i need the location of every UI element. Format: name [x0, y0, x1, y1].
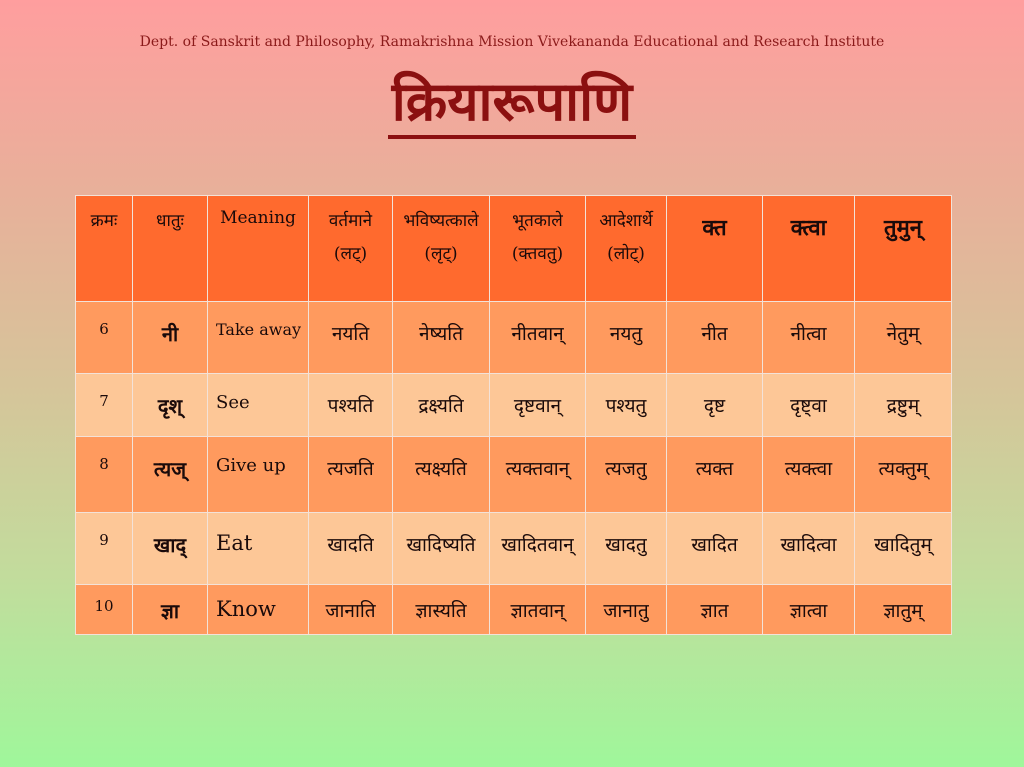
page-title	[0, 62, 1024, 136]
row-kta-form: त्यक्त	[667, 437, 763, 513]
row-past-form: दृष्टवान्	[490, 374, 586, 437]
header-meaning: Meaning	[208, 196, 309, 302]
row-present-form: नयति	[309, 302, 393, 374]
table-row	[76, 513, 952, 585]
row-future-form: नेष्यति	[393, 302, 490, 374]
header-ktva: क्त्वा	[763, 196, 855, 302]
row-imperative-form: जानातु	[586, 585, 667, 635]
row-imperative-form: नयतु	[586, 302, 667, 374]
institution-subtitle: Dept. of Sanskrit and Philosophy, Ramakrishna Mission Vivekananda Educational and Research Institute	[139, 34, 885, 50]
row-future-form: त्यक्ष्यति	[393, 437, 490, 513]
header-root: धातुः	[133, 196, 208, 302]
page-title-text: क्रियारूपाणि	[388, 69, 636, 139]
row-root: दृश्	[133, 374, 208, 437]
header-imperative-name: आदेशार्थे	[599, 211, 653, 231]
row-ktva-form: खादित्वा	[763, 513, 855, 585]
row-kta-form: नीत	[667, 302, 763, 374]
row-number: 6	[76, 302, 133, 374]
row-present-form: जानाति	[309, 585, 393, 635]
row-kta-form: दृष्ट	[667, 374, 763, 437]
header-tumun: तुमुन्	[855, 196, 952, 302]
row-imperative-form: पश्यतु	[586, 374, 667, 437]
header-future-tense	[393, 196, 490, 302]
header-future-tense-lakara: (लृट्)	[424, 244, 458, 264]
row-number: 7	[76, 374, 133, 437]
row-number: 9	[76, 513, 133, 585]
row-root: ज्ञा	[133, 585, 208, 635]
row-meaning: Eat	[208, 513, 309, 585]
row-past-form: नीतवान्	[490, 302, 586, 374]
header-past-tense	[490, 196, 586, 302]
header-imperative	[586, 196, 667, 302]
row-meaning: See	[208, 374, 309, 437]
row-ktva-form: त्यक्त्वा	[763, 437, 855, 513]
row-tumun-form: द्रष्टुम्	[855, 374, 952, 437]
row-tumun-form: खादितुम्	[855, 513, 952, 585]
row-ktva-form: ज्ञात्वा	[763, 585, 855, 635]
row-root: त्यज्	[133, 437, 208, 513]
verb-forms-table	[75, 195, 952, 635]
row-ktva-form: नीत्वा	[763, 302, 855, 374]
row-number: 10	[76, 585, 133, 635]
row-imperative-form: खादतु	[586, 513, 667, 585]
header-present-tense-lakara: (लट्)	[333, 244, 368, 264]
row-meaning: Give up	[208, 437, 309, 513]
row-past-form: ज्ञातवान्	[490, 585, 586, 635]
header-past-tense-suffix: (क्तवतु)	[511, 244, 564, 264]
row-root: नी	[133, 302, 208, 374]
header-serial-number: क्रमः	[76, 196, 133, 302]
row-tumun-form: त्यक्तुम्	[855, 437, 952, 513]
table-header-row	[76, 196, 952, 302]
row-present-form: त्यजति	[309, 437, 393, 513]
header-present-tense	[309, 196, 393, 302]
row-present-form: पश्यति	[309, 374, 393, 437]
row-past-form: त्यक्तवान्	[490, 437, 586, 513]
header-past-tense-name: भूतकाले	[512, 211, 563, 231]
header-imperative-lakara: (लोट्)	[607, 244, 645, 264]
row-past-form: खादितवान्	[490, 513, 586, 585]
row-meaning: Know	[208, 585, 309, 635]
row-future-form: द्रक्ष्यति	[393, 374, 490, 437]
header-kta: क्त	[667, 196, 763, 302]
table-row	[76, 437, 952, 513]
row-kta-form: खादित	[667, 513, 763, 585]
row-future-form: खादिष्यति	[393, 513, 490, 585]
row-meaning: Take away	[208, 302, 309, 374]
row-number: 8	[76, 437, 133, 513]
row-imperative-form: त्यजतु	[586, 437, 667, 513]
table-row	[76, 374, 952, 437]
row-tumun-form: ज्ञातुम्	[855, 585, 952, 635]
header-present-tense-name: वर्तमाने	[328, 211, 373, 231]
row-present-form: खादति	[309, 513, 393, 585]
row-future-form: ज्ञास्यति	[393, 585, 490, 635]
row-ktva-form: दृष्ट्वा	[763, 374, 855, 437]
row-tumun-form: नेतुम्	[855, 302, 952, 374]
row-kta-form: ज्ञात	[667, 585, 763, 635]
header-future-tense-name: भविष्यत्काले	[403, 211, 479, 231]
row-root: खाद्	[133, 513, 208, 585]
table-row	[76, 302, 952, 374]
table-row	[76, 585, 952, 635]
